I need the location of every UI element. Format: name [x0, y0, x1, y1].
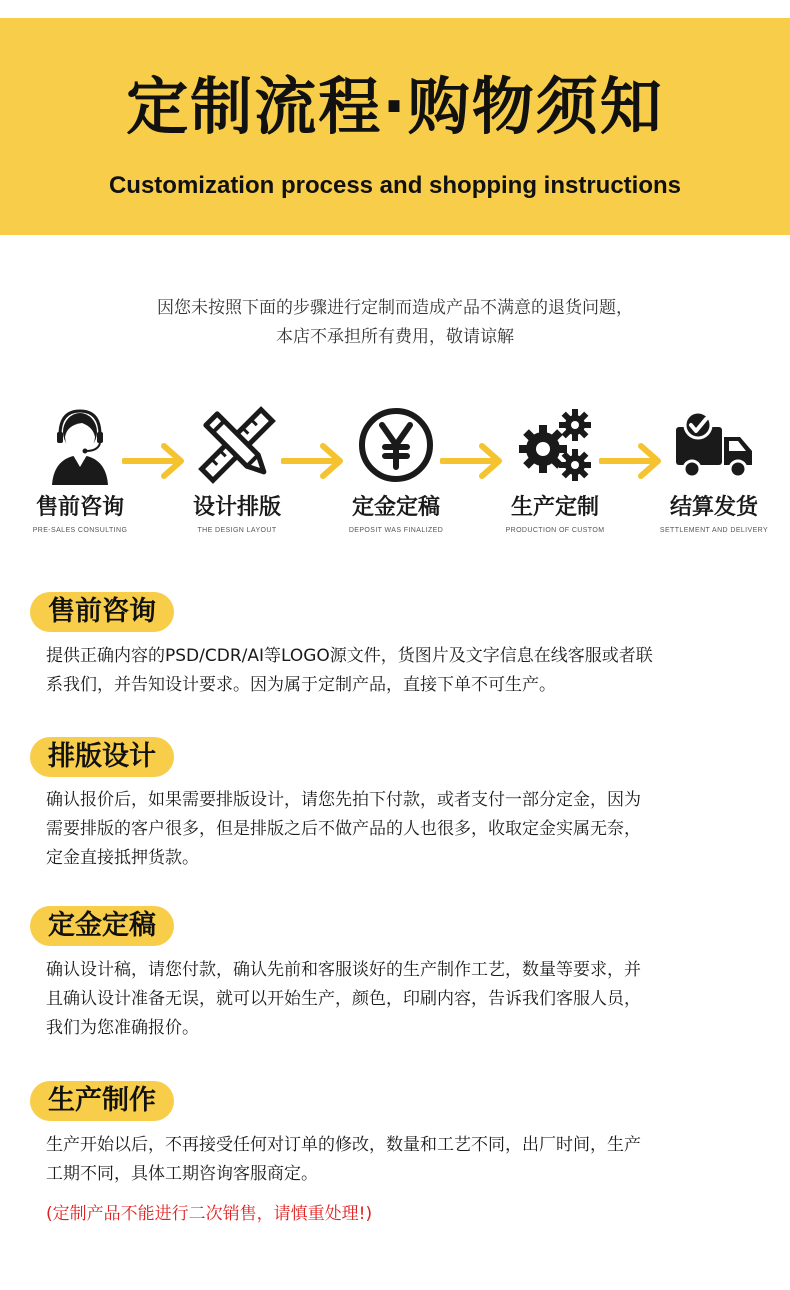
- step-label: 售前咨询: [35, 495, 124, 520]
- text-line: 生产开始以后，不再接受任何对订单的修改，数量和工艺不同，出厂时间，生产: [46, 1135, 641, 1155]
- section-title-deposit: 定金定稿: [30, 906, 174, 946]
- text-line: 确认设计稿，请您付款，确认先前和客服谈好的生产制作工艺，数量等要求，并: [46, 960, 641, 980]
- customer-service-icon: [40, 405, 120, 485]
- section-title-presales: 售前咨询: [30, 592, 174, 632]
- page-title: 定制流程·购物须知: [126, 70, 664, 143]
- page-subtitle: Customization process and shopping instructions: [108, 172, 682, 199]
- step-label: 结算发货: [669, 495, 758, 520]
- arrow-right-icon: [440, 441, 506, 481]
- step-label: 设计排版: [192, 495, 281, 520]
- step-label: 生产定制: [510, 495, 599, 520]
- step-sublabel: THE DESIGN LAYOUT: [197, 527, 277, 534]
- pencil-ruler-icon: [197, 405, 277, 485]
- text-line: 且确认设计准备无误，就可以开始生产，颜色，印刷内容，告诉我们客服人员，: [46, 989, 641, 1009]
- arrow-right-icon: [122, 441, 188, 481]
- step-sublabel: PRE-SALES CONSULTING: [32, 527, 128, 534]
- text-line: 系我们，并告知设计要求。因为属于定制产品，直接下单不可生产。: [46, 675, 556, 695]
- text-line: 我们为您准确报价。: [46, 1018, 199, 1038]
- arrow-right-icon: [599, 441, 665, 481]
- section-text-presales: [46, 642, 766, 700]
- header-banner: [0, 18, 790, 235]
- delivery-truck-icon: [674, 405, 754, 485]
- yen-coin-icon: [356, 405, 436, 485]
- step-sublabel: PRODUCTION OF CUSTOM: [505, 527, 605, 534]
- step-sublabel: SETTLEMENT AND DELIVERY: [659, 527, 769, 534]
- section-title-production: 生产制作: [30, 1081, 174, 1121]
- warning-text: (定制产品不能进行二次销售，请慎重处理!): [46, 1204, 373, 1224]
- arrow-right-icon: [281, 441, 347, 481]
- text-line: 提供正确内容的PSD/CDR/AI等LOGO源文件，货图片及文字信息在线客服或者联: [46, 646, 653, 666]
- text-line: 工期不同，具体工期咨询客服商定。: [46, 1164, 318, 1184]
- notice-line-1: 因您未按照下面的步骤进行定制而造成产品不满意的退货问题，: [157, 298, 633, 318]
- step-label: 定金定稿: [351, 495, 440, 520]
- section-title-layout: 排版设计: [30, 737, 174, 777]
- section-text-deposit: [46, 956, 766, 1043]
- section-text-layout: [46, 786, 766, 873]
- text-line: 确认报价后，如果需要排版设计，请您先拍下付款，或者支付一部分定金，因为: [46, 790, 641, 810]
- text-line: 需要排版的客户很多，但是排版之后不做产品的人也很多，收取定金实属无奈，: [46, 819, 641, 839]
- step-sublabel: DEPOSIT WAS FINALIZED: [348, 527, 444, 534]
- notice-line-2: 本店不承担所有费用，敬请谅解: [276, 327, 514, 347]
- process-steps: [0, 405, 790, 545]
- text-line: 定金直接抵押货款。: [46, 848, 199, 868]
- gears-icon: [515, 405, 595, 485]
- section-text-production: [46, 1131, 766, 1189]
